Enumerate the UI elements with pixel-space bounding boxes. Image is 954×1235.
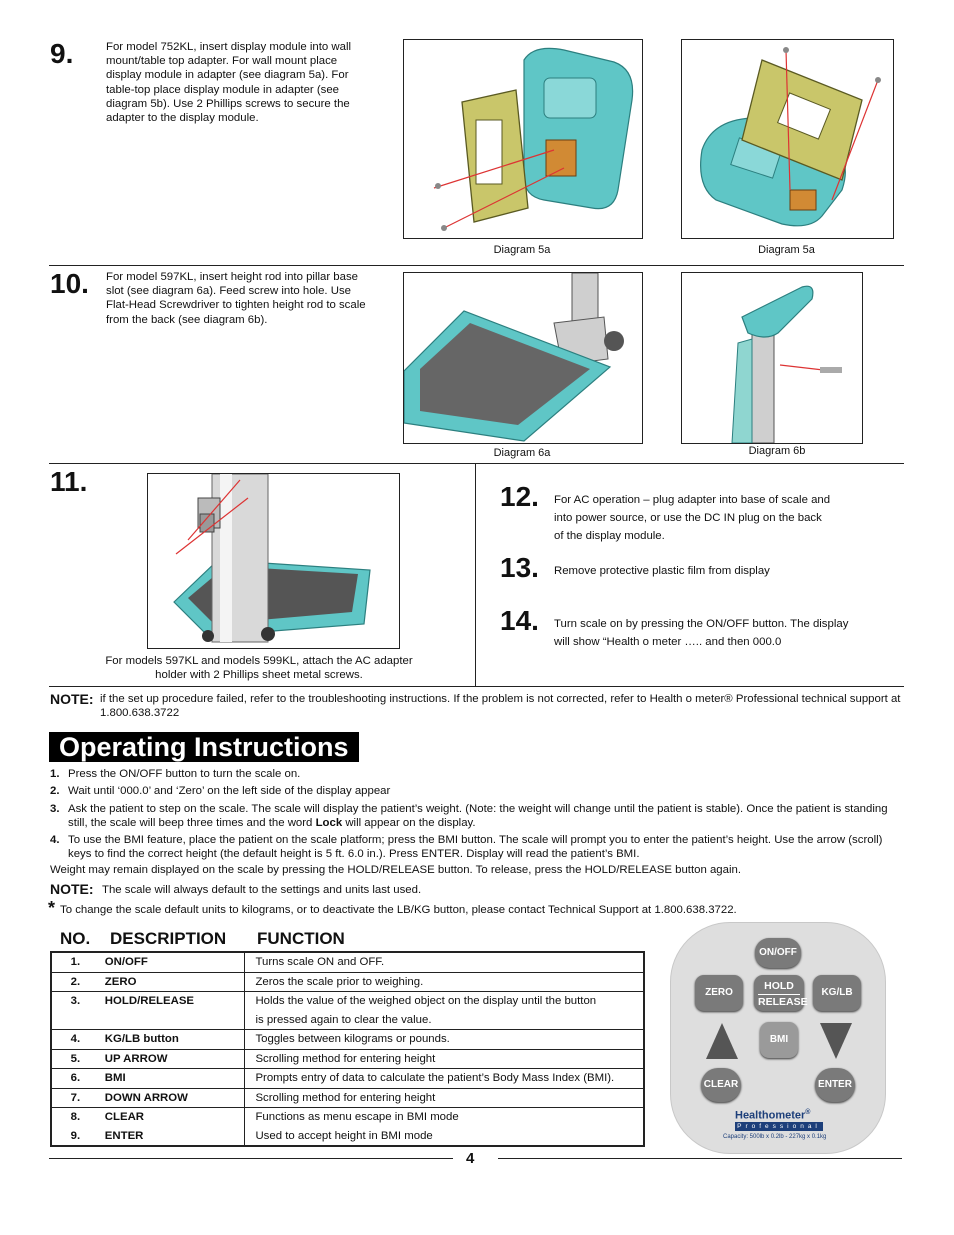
operating-step: 1. Press the ON/OFF button to turn the scale on.: [50, 768, 301, 780]
step-9-text: For model 752KL, insert display module into wall mount/table top adapter. For wall mount place display module in adapter (see diagram 5a). For table-top place display module in adapter (see diagram 5b). Use 2 Phillips screws to secure the adapter to the display module.: [106, 41, 352, 125]
step-12-text: For AC operation – plug adapter into base of scale and into power source, or use the DC IN plug on the back of the display module.: [554, 494, 831, 542]
zero-key: ZERO: [695, 975, 743, 1011]
default-units-text: To change the scale default units to kilograms, or to deactivate the LB/KG button, please contact Technical Support at 1.800.638.3722.: [60, 904, 737, 916]
table-row: 5. UP ARROW Scrolling method for entering height: [51, 1049, 644, 1069]
note-2-label: NOTE:: [50, 881, 94, 897]
table-header-no: NO.: [60, 929, 91, 948]
note-2-text: The scale will always default to the settings and units last used.: [102, 884, 422, 896]
operating-steps-list: [50, 767, 905, 865]
diagram-5a-right: [681, 39, 894, 239]
display-module-tabletop-illustration: [682, 40, 893, 238]
table-header-function: FUNCTION: [257, 929, 345, 948]
table-row: 2. ZERO Zeros the scale prior to weighing.: [51, 972, 644, 992]
divider-line: [49, 265, 904, 266]
footer-line-left: [49, 1158, 453, 1159]
scale-base-pillar-illustration: [404, 273, 642, 443]
step-12-number: 12.: [500, 481, 539, 512]
note-text: if the set up procedure failed, refer to the troubleshooting instructions. If the problem is not corrected, refer to Health o meter® Professional technical support at 1.800.638.3722: [100, 693, 901, 720]
step-13-text: Remove protective plastic film from display: [554, 565, 770, 577]
operating-step: 4. To use the BMI feature, place the patient on the scale platform; press the BMI button. The scale will prompt you to enter the patient’s height. Use the arrow (scroll) keys to find the correct height (the default height is 5 ft. 6.0 in.). Press ENTER. Display will read the patient’s BMI.: [50, 834, 883, 861]
page-number: 4: [466, 1150, 475, 1167]
onoff-key: ON/OFF: [755, 938, 801, 968]
note-label: NOTE:: [50, 691, 94, 707]
enter-key: ENTER: [815, 1068, 855, 1102]
table-row: 6. BMI Prompts entry of data to calculate the patient’s Body Mass Index (BMI).: [51, 1069, 644, 1089]
operating-step: 2. Wait until ‘000.0’ and ‘Zero’ on the left side of the display appear: [50, 785, 391, 798]
height-rod-screw-illustration: [682, 273, 862, 443]
step-14-text: Turn scale on by pressing the ON/OFF button. The display will show “Health o meter ….. and then 000.0: [554, 618, 849, 648]
table-row: 1. ON/OFF Turns scale ON and OFF.: [51, 952, 644, 972]
table-row: 3. HOLD/RELEASE Holds the value of the weighed object on the display until the button is pressed again to clear the value.: [51, 992, 644, 1030]
function-table: [50, 951, 645, 1147]
diagram-6b: [681, 272, 863, 444]
capacity-label: Capacity: 500lb x 0.2lb - 227kg x 0.1kg: [723, 1134, 827, 1140]
vertical-divider: [475, 463, 476, 686]
step-11-number: 11.: [50, 466, 88, 497]
operating-step: 3. Ask the patient to step on the scale. The scale will display the patient’s weight. (Note: the weight will change until the patient is stable). Once the patient is standing still, the scale will beep three times and the word Lock will appear on the display.: [50, 802, 888, 829]
kglb-key: KG/LB: [813, 975, 861, 1011]
operating-instructions-title: Operating Instructions: [49, 732, 359, 762]
display-module-wall-mount-illustration: [404, 40, 642, 238]
brand-logo: Healthometer®: [735, 1109, 811, 1122]
footer-line-right: [498, 1158, 902, 1159]
brand-subtitle: Professional: [735, 1122, 823, 1131]
hold-release-key: HOLD RELEASE: [754, 975, 804, 1011]
diagram-ac-adapter-holder: [147, 473, 400, 649]
step-14-number: 14.: [500, 605, 539, 636]
step-10-number: 10.: [50, 268, 89, 299]
lock-word: Lock: [315, 816, 343, 829]
diagram-6a-caption: Diagram 6a: [493, 447, 551, 459]
diagram-5a-right-caption: Diagram 5a: [758, 244, 815, 256]
diagram-6b-caption: Diagram 6b: [748, 445, 806, 457]
table-row: 8. CLEAR Functions as menu escape in BMI mode: [51, 1108, 644, 1127]
diagram-6a: [403, 272, 643, 444]
step-13-number: 13.: [500, 552, 539, 583]
clear-key: CLEAR: [701, 1068, 741, 1102]
table-header-description: DESCRIPTION: [110, 929, 227, 948]
step-11-caption: For models 597KL and models 599KL, attach the AC adapter holder with 2 Phillips sheet metal screws.: [105, 655, 413, 681]
table-row: 9. ENTER Used to accept height in BMI mode: [51, 1127, 644, 1147]
table-row: 4. KG/LB button Toggles between kilograms or pounds.: [51, 1030, 644, 1050]
hold-release-text: Weight may remain displayed on the scale by pressing the HOLD/RELEASE button. To release, press the HOLD/RELEASE button again.: [50, 864, 741, 876]
step-10-text: For model 597KL, insert height rod into pillar base slot (see diagram 6a). Feed screw into hole. Use Flat-Head Screwdriver to tighten height rod to scale from the back (see diagram 6b).: [106, 271, 366, 326]
asterisk: *: [48, 898, 56, 918]
bmi-key: BMI: [760, 1022, 798, 1058]
up-arrow-icon: [705, 1022, 739, 1060]
keypad-illustration: [670, 922, 886, 1154]
ac-adapter-holder-illustration: [148, 474, 399, 648]
diagram-5a-left-caption: Diagram 5a: [493, 244, 551, 256]
down-arrow-icon: [819, 1022, 853, 1060]
divider-line: [49, 463, 904, 464]
diagram-5a-left: [403, 39, 643, 239]
step-9-number: 9.: [50, 38, 74, 69]
divider-line: [49, 686, 904, 687]
table-row: 7. DOWN ARROW Scrolling method for entering height: [51, 1088, 644, 1108]
